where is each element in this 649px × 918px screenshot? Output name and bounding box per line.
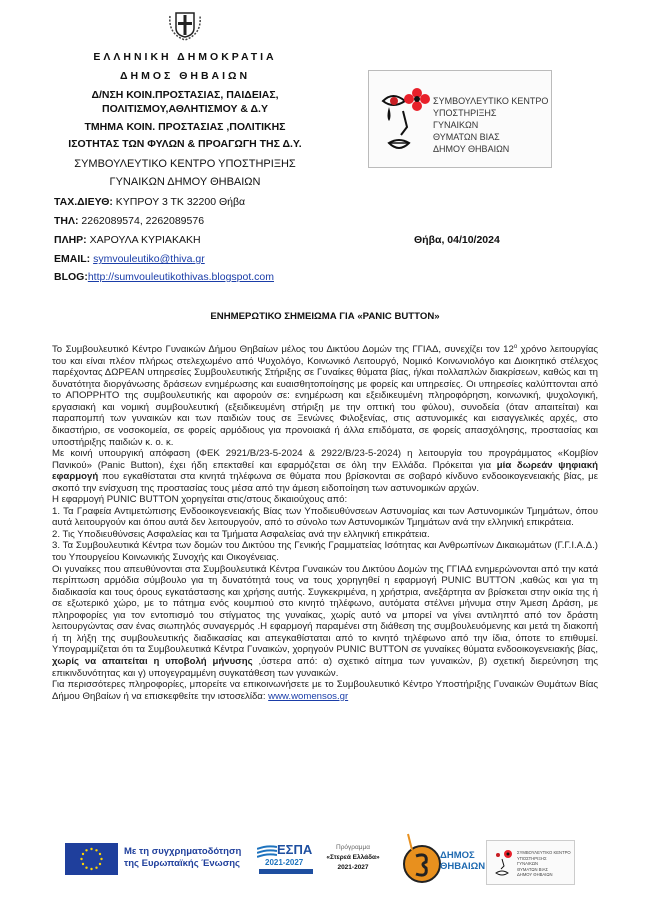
document-title: ΕΝΗΜΕΡΩΤΙΚΟ ΣΗΜΕΙΩΜΑ ΓΙΑ «PANIC BUTTON»: [210, 311, 440, 322]
text: ,ύστερα από: α) σχετικό αίτημα των γυναικών, β) σχετική διερεύνηση της επικινδυνότητας και γ) υπογεγραμμένη συγκατάθεση των γυναικών.: [52, 655, 598, 679]
logo-line-3: ΓΥΝΑΙΚΩΝ: [433, 120, 479, 130]
paragraph-usage: [52, 564, 598, 679]
contact-email: [54, 253, 205, 265]
text: Το Συμβουλευτικό Κέντρο Γυναικών Δήμου Θηβαίων μέλος του Δικτύου Δομών της ΓΓΙΑΔ, συνεχίζει τον 12: [52, 344, 514, 356]
logo-line-1: ΣΥΜΒΟΥΛΕΥΤΙΚΟ ΚΕΝΤΡΟ: [433, 96, 549, 106]
contact-address: [54, 196, 245, 208]
eu-line-2: της Ευρωπαϊκής Ένωσης: [124, 858, 240, 869]
dimos-line-2: ΘΗΒΑΙΩΝ: [440, 861, 486, 872]
text: που εγκαθίσταται στα κινητά τηλέφωνα σε θύματα που βρίσκονται σε σοβαρό κίνδυνο ενδοοικογενειακής βίας, με σκοπό την ενίσχυση της προστασίας τους μέσα από την άμεση ειδοποίηση των αστυνομικών αρχών.: [52, 471, 598, 494]
header-center-2: ΓΥΝΑΙΚΩΝ ΔΗΜΟΥ ΘΗΒΑΙΩΝ: [109, 176, 261, 188]
header-department: ΤΜΗΜΑ ΚΟΙΝ. ΠΡΟΣΤΑΣΙΑΣ ,ΠΟΛΙΤΙΚΗΣ: [84, 121, 286, 133]
address-value: ΚΥΠΡΟΥ 3 ΤΚ 32200 Θήβα: [112, 196, 246, 208]
email-label: EMAIL:: [54, 253, 91, 265]
face-flower-icon: [381, 87, 431, 155]
list-item: 3. Τα Συμβουλευτικά Κέντρα των δομών του Δικτύου της Γενικής Γραμματείας Ισότητας και Ανθρωπίνων Δικαιωμάτων (Γ.Γ.Ι.Α.Δ.) του Υπουργείου Κοινωνικής Συνοχής και Οικογένειας.: [52, 540, 598, 564]
address-label: ΤΑΧ.ΔΙΕΥΘ:: [54, 196, 113, 208]
dimos-thivaion-text: [440, 850, 485, 872]
espa-text: ΕΣΠΑ: [277, 842, 313, 857]
greek-coat-of-arms-icon: [166, 8, 204, 42]
logo-line-2: ΥΠΟΣΤΗΡΙΞΗΣ: [433, 108, 497, 118]
program-line-1: Πρόγραμμα: [336, 844, 370, 851]
paragraph-decision: [52, 448, 598, 494]
paragraph-contact: [52, 679, 598, 702]
small-logo-line-2: ΥΠΟΣΤΗΡΙΞΗΣ: [517, 855, 547, 861]
contact-phone: [54, 215, 204, 227]
espa-years: 2021-2027: [265, 858, 304, 867]
text: Οι γυναίκες που απευθύνονται στα Συμβουλευτικά Κέντρα Γυναικών του Δικτύου Δομών της ΓΓΙΑΔ ενημερώνονται από την κατά περίπτωση αρμόδια σύμβουλο για τη δυνατότητά τους να τους χορηγηθεί η εφαρμογή PUNIC BUTTON ,καθώς και για τη διαδικασία και τους όρους εγκατάστασης και χρήσης αυτής. Συγκεκριμένα, η χρήστρια, ανεξάρτητα αν βρίσκεται στην οικία της ή σε εξωτερικό χώρο, με το πάτημα ενός κουμπιού στο κινητό τηλέφωνο, αυτόματα στέλνει μήνυμα στην Άμεση Δράση, με πληροφορίες για τον εντοπισμό του στίγματος της γυναίκας, χωρίς αυτό να μπορεί να γίνει αντιληπτό από τον δράστη λειτουργώντας σαν ένας σιωπηλός συναγερμός .Η εφαρμογή παραμένει στη διάθεση της συμβουλευόμενης και μετά τη διακοπή ή τη λήξη της συμβουλευτικής διαδικασίας και απεγκαθίσταται από το κινητό τηλέφωνο από την ίδια, όποτε το επιθυμεί. Υπογραμμίζεται ότι τα Συμβουλευτικά Κέντρα Γυναικών, χορηγούν PUNIC BUTTON σε γυναίκες θύματα ενδοοικογενειακής βίας,: [52, 563, 598, 656]
header-directorate-2: ΠΟΛΙΤΙΣΜΟΥ,ΑΘΛΗΤΙΣΜΟΥ & Δ.Υ: [102, 103, 268, 115]
small-logo-line-1: ΣΥΜΒΟΥΛΕΥΤΙΚΟ ΚΕΝΤΡΟ: [517, 850, 571, 855]
espa-waves-icon: [257, 845, 277, 859]
document-body: [52, 342, 598, 702]
espa-logo: [257, 842, 315, 876]
logo-line-4: ΘΥΜΑΤΩΝ ΒΙΑΣ: [433, 132, 500, 142]
espa-bar: [259, 869, 313, 874]
list-item: 1. Τα Γραφεία Αντιμετώπισης Ενδοοικογενειακής Βίας των Υποδιευθύνσεων Αστυνομίας και των Αστυνομικών Τμημάτων, όπου αυτά λειτουργούν και όπου αυτά δεν λειτουργούν, από το σύνολο των Αστυνομικών Τμημάτων ανά την ελληνική επικράτεια.: [52, 505, 598, 529]
paragraph-intro: [52, 342, 598, 448]
blog-label: BLOG:: [54, 271, 88, 283]
text: Με κοινή υπουργική απόφαση (ΦΕΚ 2921/Β/23-5-2024 & 2922/Β/23-5-2024) η λειτουργία του προγράμματος «Κομβίον Πανικού» (Panic Button), έχει ήδη επεκταθεί και εφαρμόζεται σε όλη την Ελλάδα. Πρόκειται για: [52, 448, 598, 471]
phone-value: 2262089574, 2262089576: [78, 215, 205, 227]
small-logo-line-5: ΔΗΜΟΥ ΘΗΒΑΙΩΝ: [517, 872, 553, 877]
dimos-line-1: ΔΗΜΟΣ: [440, 850, 475, 861]
text: Για περισσότερες πληροφορίες, μπορείτε να επικοινωνήσετε με το Συμβουλευτικό Κέντρο Υποστήριξης Γυναικών Θυμάτων Βίας Δήμου Θηβαίων ή να επισκεφθείτε την ιστοσελίδα:: [52, 679, 598, 702]
header-municipality: ΔΗΜΟΣ ΘΗΒΑΙΩΝ: [119, 70, 251, 82]
program-line-3: 2021-2027: [337, 864, 369, 871]
list-item: 2. Τις Υποδιευθύνσεις Ασφαλείας και τα Τμήματα Ασφαλείας ανά την ελληνική επικράτεια.: [52, 528, 430, 540]
face-flower-small-icon: [493, 849, 515, 877]
logo-line-5: ΔΗΜΟΥ ΘΗΒΑΙΩΝ: [433, 144, 510, 154]
info-label: ΠΛΗΡ:: [54, 234, 87, 246]
blog-link[interactable]: http://sumvouleutikothivas.blogspot.com: [87, 271, 275, 283]
thebes-municipality-emblem-icon: [398, 830, 442, 890]
text: χρόνο λειτουργίας του και είναι πλέον πλήρως στελεχωμένο από Ψυχολόγο, Κοινωνικό Λειτουργό, Νομικό Κοινωνιολόγο και Διοικητικό στέλεχος παρέχοντας ΔΩΡΕΑΝ υπηρεσίες Συμβουλευτικής Στήριξης σε Γυναίκες θύματα βίας, ή/και πολλαπλών διακρίσεων, καθώς και τη δυνατότητα διοργάνωσης δράσεων ενημέρωσης και ευαισθητοποίησης με φορείς και υπηρεσίες. Οι υπηρεσίες καλύπτονται από το ΑΠΟΡΡΗΤΟ της συμβουλευτικής και αφορούν σε: ενημέρωση και εξειδικευμένη πληροφόρηση, κοινωνική, ψυχολογική, εργασιακή και νομική συμβουλευτική (εξειδικευμένη στήριξη με την οπτική του φύλου), συνοδεία (όταν απαιτείται) και παραπομπή των γυναικών και των παιδιών τους σε Ξενώνες Φιλοξενίας, στις αστυνομικές και εισαγγελικές αρχές, στο δικαστήριο, σε νοσοκομεία, σε φορείς αρμόδιους για προνοιακά ή άλλα επιδόματα, σε φορείς απασχόλησης, προστασίας και υποστήριξης παιδιών κ. ο. κ.: [52, 344, 598, 448]
bold-text: μία δωρεάν ψηφιακή εφαρμογή: [52, 459, 598, 483]
counseling-center-small-logo: [486, 840, 575, 885]
small-logo-line-3: ΓΥΝΑΙΚΩΝ: [517, 861, 539, 866]
document-date: Θήβα, 04/10/2024: [414, 234, 500, 246]
website-link[interactable]: www.womensos.gr: [268, 690, 349, 702]
superscript: ο: [513, 344, 518, 350]
program-text: [322, 843, 384, 873]
program-line-2: «Στερεά Ελλάδα»: [326, 854, 380, 861]
eu-line-1: Με τη συγχρηματοδότηση: [124, 846, 242, 857]
email-link[interactable]: symvouleutiko@thiva.gr: [93, 253, 205, 265]
contact-blog: [54, 271, 274, 283]
header-department-2: ΙΣΟΤΗΤΑΣ ΤΩΝ ΦΥΛΩΝ & ΠΡΟΑΓΩΓΗ ΤΗΣ Δ.Υ.: [68, 138, 302, 150]
eu-flag-icon: [65, 843, 118, 875]
contact-info: [54, 234, 201, 246]
small-logo-line-4: ΘΥΜΑΤΩΝ ΒΙΑΣ: [517, 866, 549, 872]
header-country: ΕΛΛΗΝΙΚΗ ΔΗΜΟΚΡΑΤΙΑ: [93, 51, 277, 63]
header-center: ΣΥΜΒΟΥΛΕΥΤΙΚΟ ΚΕΝΤΡΟ ΥΠΟΣΤΗΡΙΞΗΣ: [74, 158, 296, 170]
phone-label: ΤΗΛ:: [54, 215, 79, 227]
counseling-center-logo: [368, 70, 552, 168]
header-directorate: Δ/ΝΣΗ ΚΟΙΝ.ΠΡΟΣΤΑΣΙΑΣ, ΠΑΙΔΕΙΑΣ,: [91, 89, 279, 101]
eu-cofunding-text: [124, 846, 241, 870]
bold-text: χωρίς να απαιτείται η υποβολή μήνυσης: [52, 655, 253, 667]
info-value: ΧΑΡΟΥΛΑ ΚΥΡΙΑΚΑΚΗ: [86, 234, 201, 246]
paragraph-providers-intro: Η εφαρμογή PUNIC BUTTON χορηγείται στις/στους δικαιούχους από:: [52, 494, 348, 506]
